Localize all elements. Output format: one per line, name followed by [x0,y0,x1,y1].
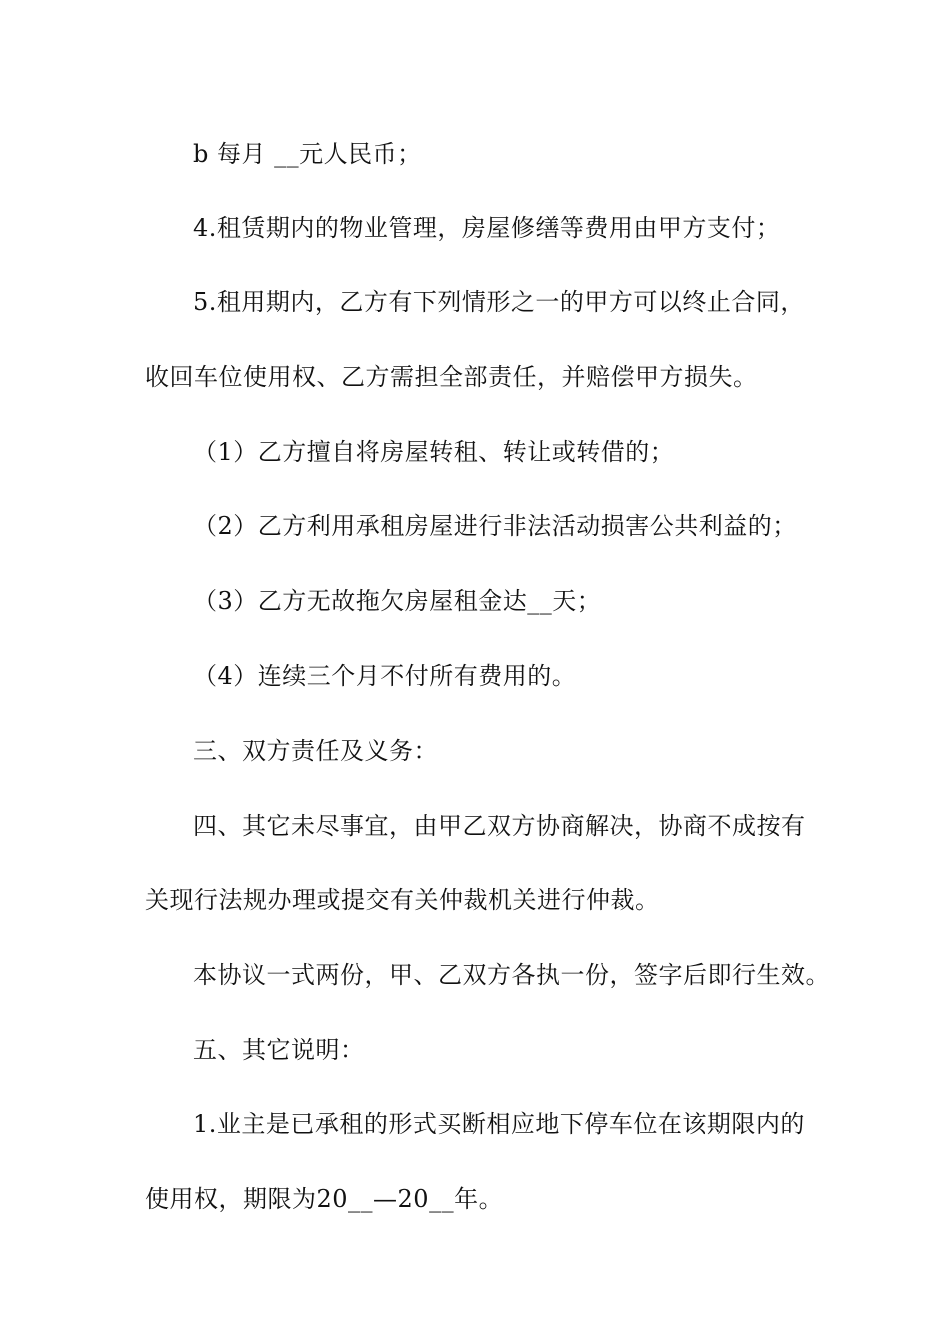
payment-monthly-line: b 每月 __元人民币； [193,140,422,168]
section-4-line-1: 四、其它未尽事宜，由甲乙双方协商解决，协商不成按有 [193,812,806,840]
note-1-line-2: 使用权，期限为20__—20__年。 [145,1185,504,1213]
item-3-line: （3）乙方无故拖欠房屋租金达__天； [193,587,602,615]
item-1-line: （1）乙方擅自将房屋转租、转让或转借的； [193,438,675,466]
section-3-heading: 三、双方责任及义务： [193,737,438,765]
clause-5-line-2: 收回车位使用权、乙方需担全部责任，并赔偿甲方损失。 [145,363,758,391]
note-1-line-1: 1.业主是已承租的形式买断相应地下停车位在该期限内的 [193,1110,805,1138]
item-4-line: （4）连续三个月不付所有费用的。 [193,662,577,690]
section-5-heading: 五、其它说明： [193,1036,365,1064]
item-2-line: （2）乙方利用承租房屋进行非法活动损害公共利益的； [193,512,797,540]
section-4-line-2: 关现行法规办理或提交有关仲裁机关进行仲裁。 [145,886,660,914]
clause-4-line: 4.租赁期内的物业管理，房屋修缮等费用由甲方支付； [193,214,781,242]
agreement-copies-line: 本协议一式两份，甲、乙双方各执一份，签字后即行生效。 [193,961,830,989]
clause-5-line-1: 5.租用期内，乙方有下列情形之一的甲方可以终止合同， [193,288,805,316]
